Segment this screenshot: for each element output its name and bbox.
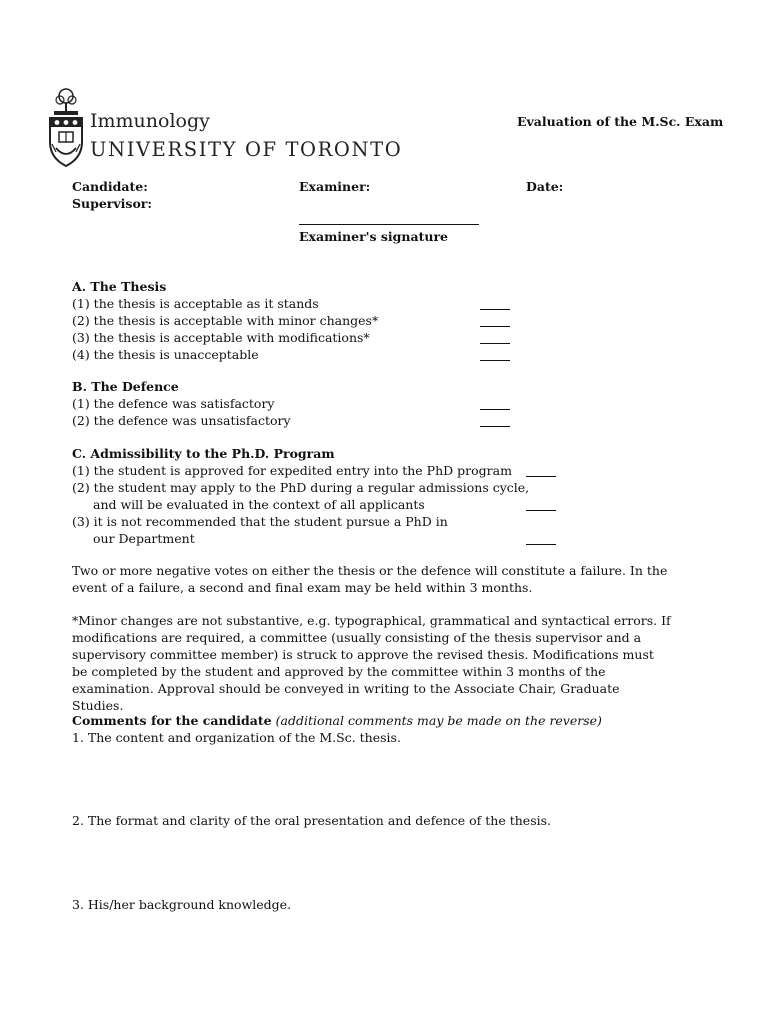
section-c-line: (2) the student may apply to the PhD during a regular admissions cycle, (72, 480, 530, 495)
check-blank[interactable] (480, 331, 510, 344)
section-c-line: and will be evaluated in the context of all applicants (93, 497, 425, 512)
check-blank[interactable] (526, 532, 556, 545)
date-label: Date: (526, 179, 564, 194)
check-blank[interactable] (526, 498, 556, 511)
signature-line[interactable] (299, 224, 479, 225)
section-a-item: (1) the thesis is acceptable as it stands (72, 296, 319, 311)
check-blank[interactable] (480, 348, 510, 361)
comment-item: 1. The content and organization of the M.Sc. thesis. (72, 730, 401, 745)
signature-label: Examiner's signature (299, 229, 449, 244)
section-c-line: (1) the student is approved for expedited entry into the PhD program (72, 463, 512, 478)
check-blank[interactable] (526, 464, 556, 477)
section-b-item: (1) the defence was satisfactory (72, 396, 275, 411)
section-a-item: (3) the thesis is acceptable with modifications* (72, 330, 370, 345)
form-title: Evaluation of the M.Sc. Exam (517, 114, 724, 129)
university-name: UNIVERSITY OF TORONTO (90, 138, 403, 161)
comments-title: Comments for the candidate (72, 713, 272, 728)
section-a-item: (2) the thesis is acceptable with minor changes* (72, 313, 379, 328)
candidate-label: Candidate: (72, 179, 148, 194)
check-blank[interactable] (480, 314, 510, 327)
section-b-item: (2) the defence was unsatisfactory (72, 413, 291, 428)
comment-item: 2. The format and clarity of the oral presentation and defence of the thesis. (72, 813, 551, 828)
comment-item: 3. His/her background knowledge. (72, 897, 292, 912)
section-a-title: A. The Thesis (72, 279, 167, 294)
minor-changes-note: *Minor changes are not substantive, e.g. typographical, grammatical and syntactical errors. If modifications are required, a committee (usually consisting of the thesis supervisor and a supervisory committee member) is struck to approve the revised thesis. Modifications must be completed by the student and approved by the committee within 3 months of the examination. Approval should be conveyed in writing to the Associate Chair, Graduate Studies. (72, 613, 671, 713)
section-b-title: B. The Defence (72, 379, 179, 394)
coat-of-arms-icon (46, 86, 86, 170)
supervisor-label: Supervisor: (72, 196, 152, 211)
section-c-title: C. Admissibility to the Ph.D. Program (72, 446, 335, 461)
section-a-item: (4) the thesis is unacceptable (72, 347, 259, 362)
check-blank[interactable] (480, 397, 510, 410)
section-c-line: our Department (93, 531, 195, 546)
check-blank[interactable] (480, 414, 510, 427)
comments-subtitle: (additional comments may be made on the reverse) (275, 713, 602, 728)
examiner-label: Examiner: (299, 179, 371, 194)
university-logo (46, 86, 406, 170)
section-c-line: (3) it is not recommended that the student pursue a PhD in (72, 514, 448, 529)
check-blank[interactable] (480, 297, 510, 310)
failure-note: Two or more negative votes on either the thesis or the defence will constitute a failure. In the event of a failure, a second and final exam may be held within 3 months. (72, 563, 668, 595)
comments-header (72, 712, 602, 729)
department-name: Immunology (90, 110, 210, 132)
